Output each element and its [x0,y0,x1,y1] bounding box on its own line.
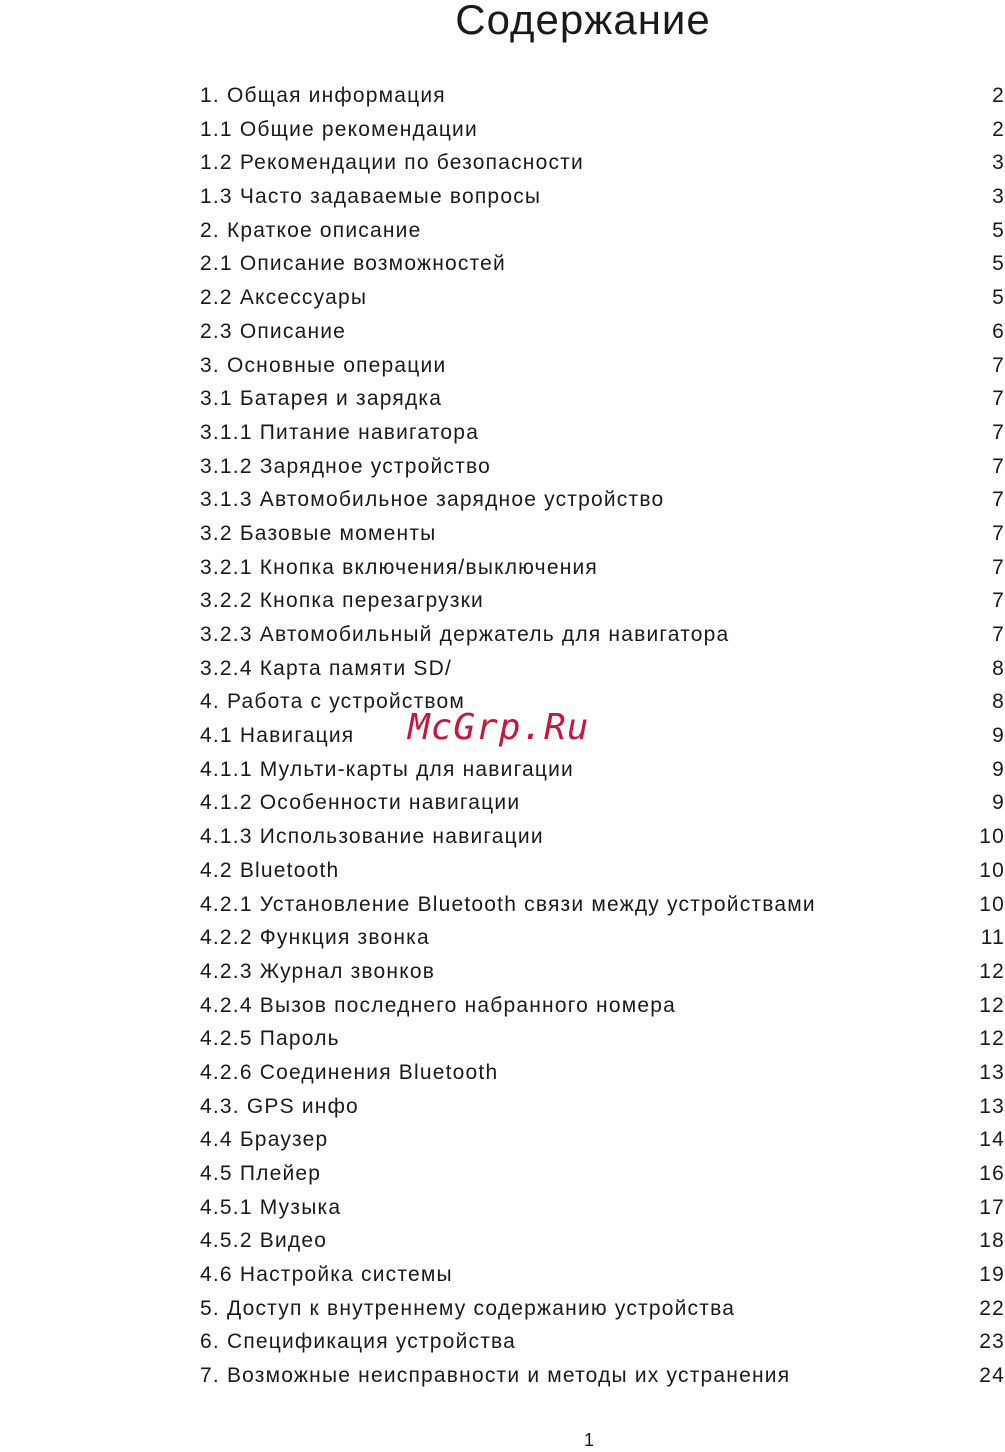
toc-entry-label: 1.2 Рекомендации по безопасности [200,151,584,175]
toc-entry-page: 5 [992,286,1005,310]
toc-entry-page: 7 [992,589,1005,613]
toc-entry-label: 4.2.4 Вызов последнего набранного номера [200,993,676,1017]
toc-entry [200,786,1005,820]
toc-entry-label: 3.1.3 Автомобильное зарядное устройство [200,488,665,512]
toc-entry-label: 4.2.5 Пароль [200,1027,340,1051]
toc-entry-page: 10 [979,825,1005,849]
toc-entry-label: 4.1.2 Особенности навигации [200,791,521,815]
page-title: Содержание [455,0,711,43]
toc-entry [200,517,1005,551]
toc-entry-label: 3.2 Базовые моменты [200,521,437,545]
toc-entry-page: 24 [979,1364,1005,1388]
toc-entry-page: 7 [992,555,1005,579]
toc-entry [200,618,1005,652]
toc-entry [200,1224,1005,1258]
toc-entry-label: 4.5.2 Видео [200,1229,328,1253]
toc-entry-label: 4.3. GPS инфо [200,1094,359,1118]
toc-entry-label: 1. Общая информация [200,84,446,107]
toc-entry [200,1123,1005,1157]
toc-entry-page: 8 [992,656,1005,680]
toc-entry-page: 12 [979,1027,1005,1051]
toc-entry [200,854,1005,888]
toc-entry-label: 4.1 Навигация [200,724,355,748]
toc-entry-label: 2.3 Описание [200,319,347,343]
toc-entry [200,753,1005,787]
toc-entry [200,888,1005,922]
toc-entry [200,349,1005,383]
toc-entry [200,1022,1005,1056]
toc-entry-label: 4.2.1 Установление Bluetooth связи между устройствами [200,892,816,916]
toc-entry-label: 3.2.3 Автомобильный держатель для навигатора [200,623,730,646]
toc-entry [200,1157,1005,1191]
toc-entry-page: 10 [979,892,1005,916]
toc-entry-label: 1.1 Общие рекомендации [200,117,478,141]
toc-entry-page: 7 [992,353,1005,377]
toc-entry [200,281,1005,315]
toc-entry-label: 4.2.6 Соединения Bluetooth [200,1060,499,1084]
toc-entry [200,1325,1005,1359]
toc-entry-label: 3.1.2 Зарядное устройство [200,454,491,478]
toc-entry-page: 5 [992,218,1005,242]
toc-entry-label: 3.1 Батарея и зарядка [200,387,443,411]
toc-entry [200,1191,1005,1225]
toc-entry [200,382,1005,416]
toc-entry [200,551,1005,585]
toc-entry-label: 4.2.3 Журнал звонков [200,959,436,983]
toc-entry [200,1359,1005,1393]
toc-entry-page: 12 [979,959,1005,983]
toc-entry-page: 14 [979,1128,1005,1152]
toc-entry [200,955,1005,989]
toc-entry-page: 9 [992,791,1005,815]
toc-entry [200,416,1005,450]
toc-entry-label: 1.3 Часто задаваемые вопросы [200,185,542,209]
toc-entry-page: 17 [979,1195,1005,1219]
toc-entry-page: 8 [992,690,1005,714]
toc-entry [200,989,1005,1023]
toc-entry-label: 7. Возможные неисправности и методы их устранения [200,1364,791,1388]
toc-entry [200,146,1005,180]
toc-entry-page: 16 [979,1162,1005,1185]
toc-entry-label: 6. Спецификация устройства [200,1330,517,1354]
toc-entry-page: 10 [979,858,1005,882]
toc-entry-page: 3 [992,185,1005,209]
toc-entry-page: 5 [992,252,1005,276]
toc-entry-page: 13 [979,1060,1005,1084]
toc-entry-label: 3.2.4 Карта памяти SD/ [200,656,453,680]
toc-entry [200,652,1005,686]
toc-entry [200,214,1005,248]
toc-entry-page: 12 [979,993,1005,1017]
toc-entry [200,719,1005,753]
toc-entry [200,584,1005,618]
toc-entry [200,315,1005,349]
toc-entry-page: 6 [992,319,1005,343]
toc-entry-label: 4.4 Браузер [200,1128,329,1152]
toc-entry-label: 3.2.1 Кнопка включения/выключения [200,555,598,579]
toc-entry-page: 23 [979,1330,1005,1354]
toc-entry-label: 4.1.1 Мульти-карты для навигации [200,757,574,781]
toc-entry-label: 2. Краткое описание [200,218,422,242]
toc-entry-label: 3.1.1 Питание навигатора [200,420,480,444]
toc-entry-page: 7 [992,623,1005,646]
toc-entry-label: 5. Доступ к внутреннему содержанию устройства [200,1296,736,1320]
toc-entry [200,1090,1005,1124]
toc-entry-page: 7 [992,387,1005,411]
toc-entry [200,450,1005,484]
toc-entry [200,685,1005,719]
toc-entry-page: 18 [979,1229,1005,1253]
toc-entry-label: 4.2 Bluetooth [200,858,340,882]
toc-entry-label: 3. Основные операции [200,353,447,377]
toc-entry-page: 13 [979,1094,1005,1118]
toc-entry [200,180,1005,214]
toc-entry [200,1056,1005,1090]
toc-entry-label: 4. Работа с устройством [200,690,466,714]
toc-entry-page: 9 [992,724,1005,748]
toc-entry [200,483,1005,517]
table-of-contents [200,79,1005,1393]
toc-entry-page: 7 [992,420,1005,444]
toc-entry-page: 3 [992,151,1005,175]
page-number: 1 [583,1430,594,1450]
toc-entry-page: 9 [992,757,1005,781]
toc-entry [200,79,1005,113]
toc-entry [200,1292,1005,1326]
toc-entry-page: 22 [979,1296,1005,1320]
toc-entry [200,113,1005,147]
toc-entry-label: 4.5 Плейер [200,1162,322,1185]
toc-entry [200,921,1005,955]
toc-entry-page: 7 [992,454,1005,478]
toc-entry [200,247,1005,281]
watermark-logo: McGrp.Ru [408,707,590,748]
toc-entry-label: 4.6 Настройка системы [200,1263,453,1287]
toc-entry [200,1258,1005,1292]
toc-entry-page: 11 [980,926,1005,950]
toc-entry-label: 2.2 Аксессуары [200,286,368,310]
toc-entry-label: 4.5.1 Музыка [200,1195,342,1219]
toc-entry-label: 4.2.2 Функция звонка [200,926,430,950]
toc-entry [200,820,1005,854]
toc-entry-label: 3.2.2 Кнопка перезагрузки [200,589,484,613]
toc-entry-page: 2 [992,84,1005,107]
toc-entry-page: 19 [979,1263,1005,1287]
toc-entry-page: 7 [992,521,1005,545]
toc-entry-label: 2.1 Описание возможностей [200,252,506,276]
toc-entry-label: 4.1.3 Использование навигации [200,825,544,849]
toc-entry-page: 7 [992,488,1005,512]
toc-entry-page: 2 [992,117,1005,141]
